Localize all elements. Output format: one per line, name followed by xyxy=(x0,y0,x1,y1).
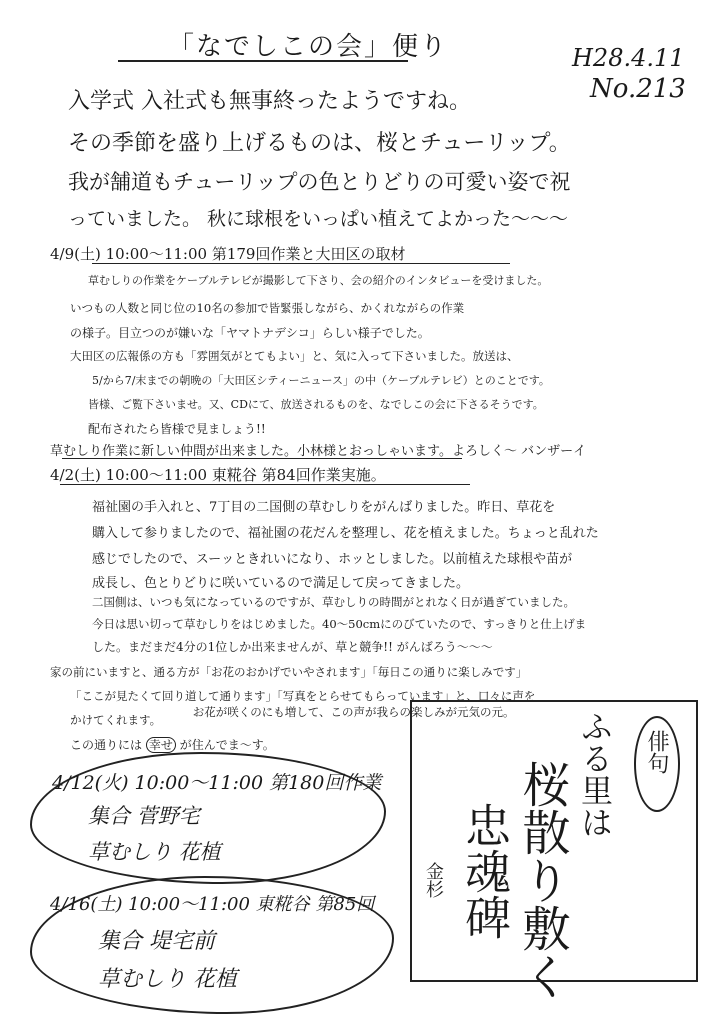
intro-line: っていました。 秋に球根をいっぱい植えてよかった〜〜〜 xyxy=(68,208,569,230)
heading-underline xyxy=(60,484,470,485)
body-line: いつもの人数と同じ位の10名の参加で皆緊張しながら、かくれながらの作業 xyxy=(70,301,465,315)
body-line: 福祉園の手入れと、7丁目の二国側の草むしりをがんばりました。昨日、草花を xyxy=(92,500,556,515)
body-line: 感じでしたので、スーッときれいになり、ホッとしました。以前植えた球根や苗が xyxy=(92,552,573,567)
body-line: 購入して参りましたので、福祉園の花だんを整理し、花を植えました。ちょっと乱れた xyxy=(92,526,599,541)
message-text: が住んでま〜す。 xyxy=(179,738,275,752)
issue-date: H28.4.11 xyxy=(572,44,685,72)
notice-line: 草むしり 花植 xyxy=(88,840,221,864)
body-line: 草むしりの作業をケーブルテレビが撮影して下さり、会の紹介のインタビューを受けました。 xyxy=(88,274,549,287)
title-underline xyxy=(118,60,408,62)
body-line: 今日は思い切って草むしりをはじめました。40〜50cmにのびていたので、すっきりと仕上げま xyxy=(92,617,587,631)
intro-line: 我が舗道もチューリップの色とりどりの可愛い姿で祝 xyxy=(68,170,571,194)
heading-underline xyxy=(62,458,462,459)
notice-line: 4/12(火) 10:00〜11:00 第180回作業 xyxy=(52,772,382,794)
body-line: 大田区の広報係の方も「雰囲気がとてもよい」と、気に入って下さいました。放送は、 xyxy=(70,349,519,363)
haiku-author: 金杉 xyxy=(423,862,444,898)
newsletter-title: 「なでしこの会」便り xyxy=(168,32,449,62)
message-text: お花が咲くのにも増して、この声が我らの楽しみが元気の元。 xyxy=(192,705,515,719)
body-line: した。まだまだ4分の1位しか出来ませんが、草と競争!! がんばろう〜〜〜 xyxy=(92,640,493,654)
message-text: この通りには xyxy=(70,738,143,752)
circled-word: 幸せ xyxy=(146,737,176,753)
message-line: 家の前にいますと、通る方が「お花のおかげでいやされます」「毎日この通りに楽しみです」 xyxy=(50,665,528,679)
body-line: 成長し、色とりどりに咲いているので満足して戻ってきました。 xyxy=(92,576,470,591)
haiku-badge-label: 俳句 xyxy=(644,730,669,774)
message-line xyxy=(70,736,275,753)
body-line: 皆様、ご覧下さいませ。又、CDにて、放送されるものを、なでしこの会に下さるそうです。 xyxy=(88,398,544,411)
body-line: の様子。目立つのが嫌いな「ヤマトナデシコ」らしい様子でした。 xyxy=(70,326,430,340)
notice-line: 集合 菅野宅 xyxy=(88,804,200,828)
notice-line: 草むしり 花植 xyxy=(98,967,237,992)
new-member-note: 草むしり作業に新しい仲間が出来ました。小林様とおっしゃいます。よろしく〜 バンザーイ xyxy=(50,444,587,459)
body-line: 配布されたら皆様で見ましょう!! xyxy=(88,422,266,436)
intro-line: その季節を盛り上げるものは、桜とチューリップ。 xyxy=(68,131,571,156)
heading-underline xyxy=(92,263,510,264)
issue-number: No.213 xyxy=(590,74,686,104)
haiku-box xyxy=(410,700,698,1000)
message-line: 「ここが見たくて回り道して通ります」「写真をとらせてもらっています」と、口々に声を xyxy=(70,689,536,703)
section1-heading: 4/9(土) 10:00〜11:00 第179回作業と大田区の取材 xyxy=(50,245,406,263)
haiku-line: ふる里は xyxy=(576,710,614,838)
haiku-badge xyxy=(634,716,680,812)
intro-line: 入学式 入社式も無事終ったようですね。 xyxy=(68,89,471,114)
haiku-line: 桜散り敷く xyxy=(514,760,570,1000)
message-text: かけてくれます。 xyxy=(70,713,162,727)
body-line: 5/から7/末までの朝晩の「大田区シティーニュース」の中（ケーブルテレビ）とのことです。 xyxy=(92,374,550,387)
section2-heading: 4/2(土) 10:00〜11:00 東糀谷 第84回作業実施。 xyxy=(50,466,386,484)
haiku-line: 忠魂碑 xyxy=(458,802,512,940)
notice-line: 集合 堤宅前 xyxy=(98,929,215,954)
notice-line: 4/16(土) 10:00〜11:00 東糀谷 第85回 xyxy=(50,894,375,915)
body-line: 二国側は、いつも気になっているのですが、草むしりの時間がとれなく日が過ぎていました。 xyxy=(92,595,575,609)
